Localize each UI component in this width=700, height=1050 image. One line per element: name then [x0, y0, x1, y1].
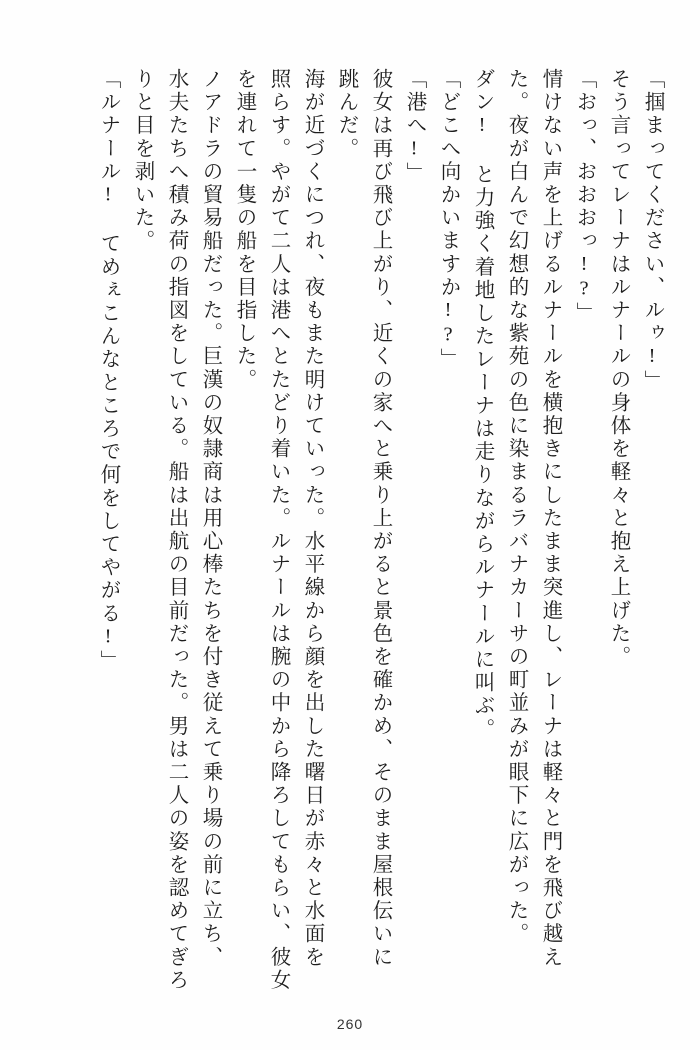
page-number: 260 — [336, 1016, 364, 1032]
text-column: りと目を剥いた。 — [131, 68, 153, 253]
text-column: 海が近づくにつれ、夜もまた明けていった。水平線から顔を出した曙日が赤々と水面を — [301, 68, 323, 969]
text-column: 「どこへ向かいますか!?」 — [437, 68, 459, 372]
text-column: 「ルナール! てめぇこんなところで何をしてやがる!」 — [97, 68, 119, 674]
text-column: そう言ってレーナはルナールの身体を軽々と抱え上げた。 — [607, 68, 629, 669]
text-column: 「港へ!」 — [403, 68, 425, 185]
text-column: 彼女は再び飛び上がり、近くの家へと乗り上がると景色を確かめ、そのまま屋根伝いに — [369, 68, 391, 969]
text-column: た。夜が白んで幻想的な紫苑の色に染まるラバナカーサの町並みが眼下に広がった。 — [505, 68, 527, 946]
text-column: ノアドラの貿易船だった。巨漢の奴隷商は用心棒たちを付き従えて乗り場の前に立ち、 — [199, 68, 221, 969]
vertical-text-block — [40, 68, 663, 992]
text-column: 「掴まってください、ルゥ!」 — [641, 68, 663, 393]
text-column: 「おっ、おおおっ!?」 — [573, 68, 595, 326]
text-column: 水夫たちへ積み荷の指図をしている。船は出航の目前だった。男は二人の姿を認めてぎろ — [165, 68, 187, 992]
text-column: 跳んだ。 — [335, 68, 357, 161]
text-column: を連れて一隻の船を目指した。 — [233, 68, 255, 392]
text-column: 照らす。やがて二人は港へとたどり着いた。ルナールは腕の中から降ろしてもらい、彼女 — [267, 68, 289, 992]
text-column: ダン! と力強く着地したレーナは走りながらルナールに叫ぶ。 — [471, 68, 493, 741]
text-column: 情けない声を上げるルナールを横抱きにしたまま突進し、レーナは軽々と門を飛び越え — [539, 68, 561, 969]
